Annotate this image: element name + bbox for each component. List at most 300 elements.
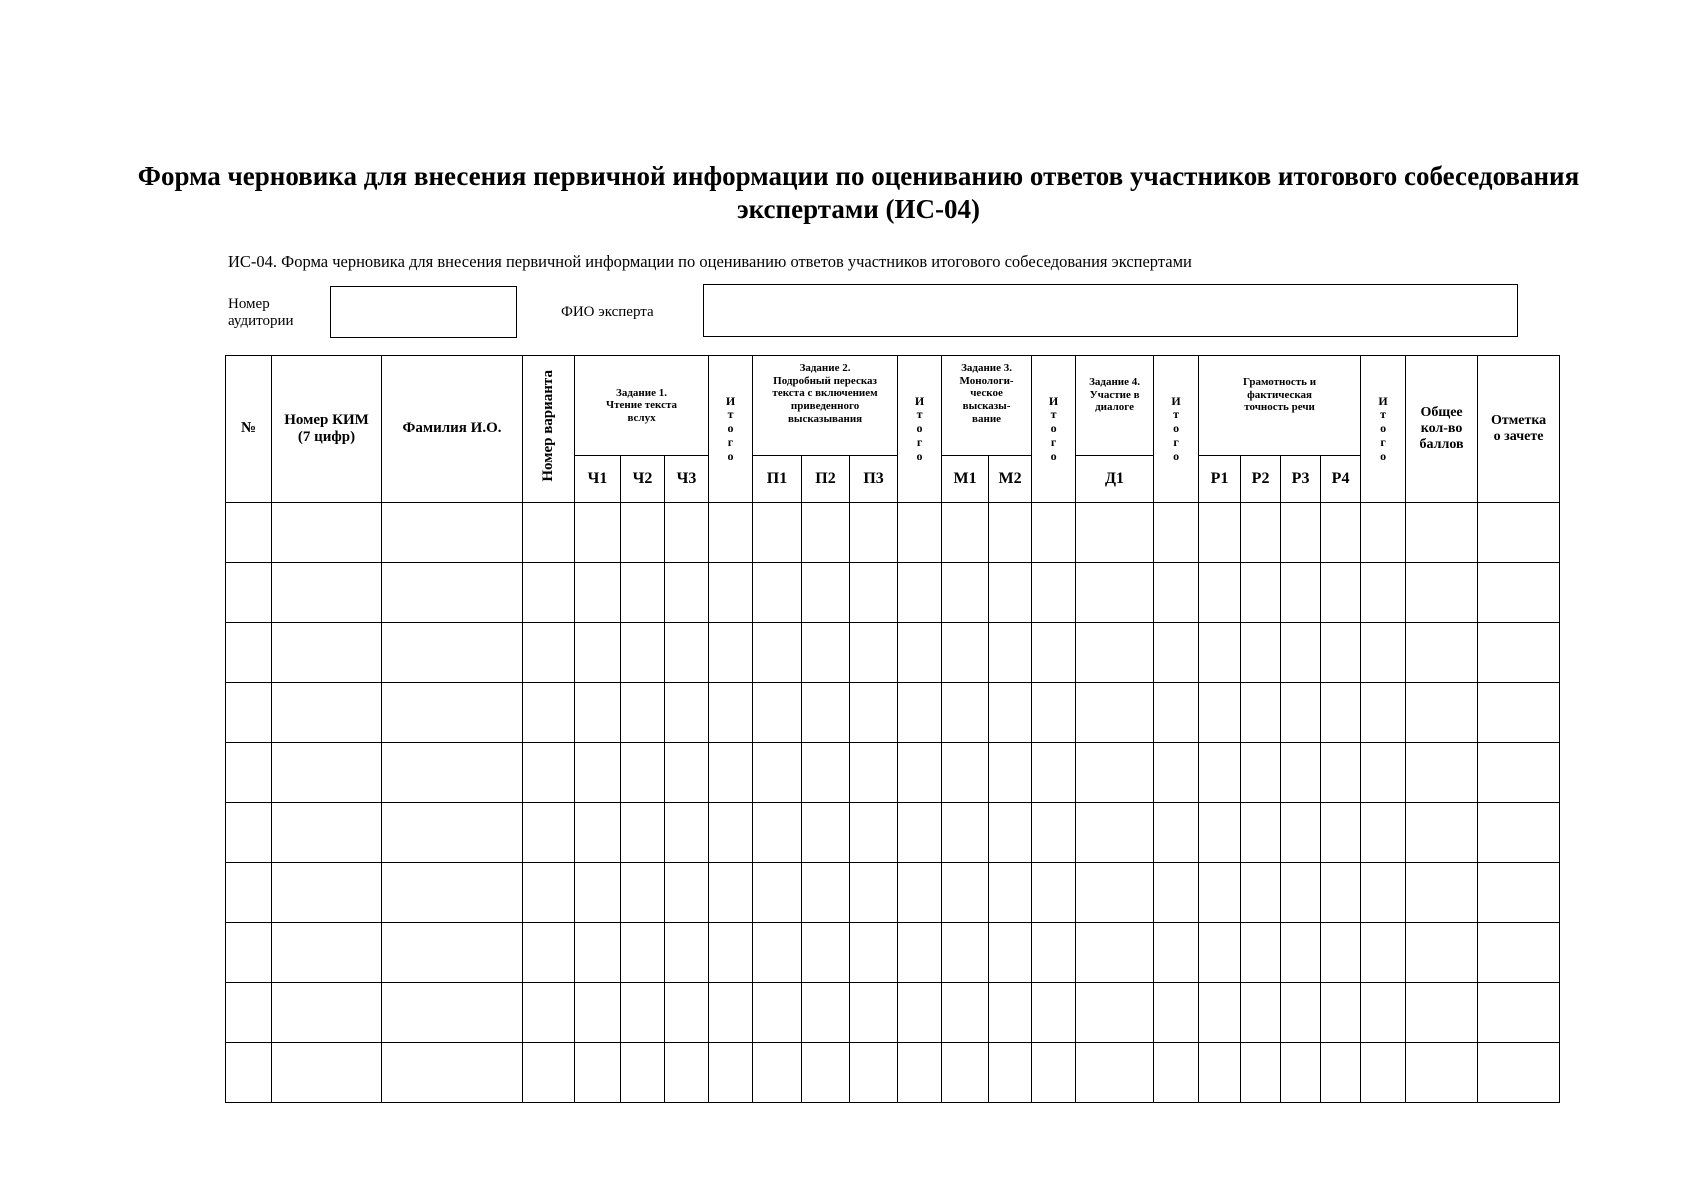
table-cell[interactable] [1361,563,1406,623]
table-cell[interactable] [1199,803,1241,863]
table-row [226,623,1560,683]
itogo-letter: т [916,407,923,422]
table-cell[interactable] [1361,863,1406,923]
table-cell[interactable] [850,503,898,563]
table-cell[interactable] [1281,1043,1321,1103]
table-cell[interactable] [621,683,665,743]
header-p2: П2 [802,456,850,503]
table-cell[interactable] [1154,683,1199,743]
table-row [226,503,1560,563]
table-cell[interactable] [523,683,575,743]
table-cell[interactable] [1478,803,1560,863]
table-cell[interactable] [802,623,850,683]
header-r2: Р2 [1241,456,1281,503]
header-task-4-line-3: диалоге [1095,401,1135,414]
table-cell[interactable] [1076,863,1154,923]
table-cell[interactable] [1281,563,1321,623]
table-cell[interactable] [1199,1043,1241,1103]
table-cell[interactable] [942,803,989,863]
table-cell[interactable] [382,923,523,983]
table-cell[interactable] [898,923,942,983]
table-cell[interactable] [898,863,942,923]
header-kim-line-2: (7 цифр) [297,429,356,445]
table-cell[interactable] [1478,623,1560,683]
table-cell[interactable] [1199,623,1241,683]
table-cell[interactable] [575,623,621,683]
table-cell[interactable] [1241,503,1281,563]
table-cell[interactable] [1281,983,1321,1043]
table-cell[interactable] [523,983,575,1043]
itogo-letter: о [916,421,923,436]
table-cell[interactable] [1281,923,1321,983]
table-cell[interactable] [989,743,1032,803]
table-cell[interactable] [1321,563,1361,623]
table-cell[interactable] [1076,623,1154,683]
table-cell[interactable] [226,863,272,923]
table-cell[interactable] [1406,623,1478,683]
table-cell[interactable] [1478,983,1560,1043]
table-cell[interactable] [1076,923,1154,983]
table-cell[interactable] [1154,743,1199,803]
table-cell[interactable] [382,503,523,563]
table-cell[interactable] [1032,1043,1076,1103]
header-task-1 [575,356,709,456]
table-cell[interactable] [1154,803,1199,863]
table-cell[interactable] [575,923,621,983]
table-cell[interactable] [1076,743,1154,803]
table-cell[interactable] [1199,923,1241,983]
table-cell[interactable] [709,923,753,983]
table-cell[interactable] [1241,983,1281,1043]
table-cell[interactable] [1406,983,1478,1043]
table-cell[interactable] [272,743,382,803]
itogo-letter: о [727,421,734,436]
table-cell[interactable] [1478,503,1560,563]
table-cell[interactable] [272,563,382,623]
table-cell[interactable] [1076,803,1154,863]
table-cell[interactable] [1321,683,1361,743]
table-cell[interactable] [802,683,850,743]
table-cell[interactable] [1154,563,1199,623]
table-cell[interactable] [575,983,621,1043]
table-cell[interactable] [523,563,575,623]
table-cell[interactable] [942,563,989,623]
table-cell[interactable] [665,1043,709,1103]
table-cell[interactable] [1406,863,1478,923]
header-kim-line-1: Номер КИМ [284,411,369,428]
table-cell[interactable] [1321,1043,1361,1103]
table-cell[interactable] [665,743,709,803]
table-cell[interactable] [1281,803,1321,863]
header-task-4-line-2: Участие в [1089,388,1140,401]
table-cell[interactable] [989,863,1032,923]
table-cell[interactable] [1478,743,1560,803]
table-cell[interactable] [850,623,898,683]
table-cell[interactable] [1406,683,1478,743]
table-cell[interactable] [272,1043,382,1103]
table-cell[interactable] [942,923,989,983]
table-cell[interactable] [1076,563,1154,623]
header-pass-mark [1478,356,1560,503]
table-row [226,983,1560,1043]
table-cell[interactable] [1281,683,1321,743]
table-cell[interactable] [226,743,272,803]
table-cell[interactable] [802,1043,850,1103]
table-cell[interactable] [989,623,1032,683]
table-cell[interactable] [709,683,753,743]
header-task-4-line-1: Задание 4. [1089,376,1141,388]
table-cell[interactable] [709,743,753,803]
table-cell[interactable] [1032,503,1076,563]
table-cell[interactable] [1406,743,1478,803]
table-cell[interactable] [1281,863,1321,923]
table-cell[interactable] [226,563,272,623]
itogo-letter: о [1050,421,1057,436]
table-cell[interactable] [1032,923,1076,983]
table-cell[interactable] [1154,983,1199,1043]
table-cell[interactable] [575,743,621,803]
table-cell[interactable] [802,743,850,803]
table-cell[interactable] [272,803,382,863]
table-cell[interactable] [1478,563,1560,623]
header-literacy [1199,356,1361,456]
table-cell[interactable] [226,1043,272,1103]
header-task-1-line-2: Чтение текста [606,399,677,412]
header-ch3: Ч3 [665,456,709,503]
table-cell[interactable] [989,1043,1032,1103]
table-cell[interactable] [989,503,1032,563]
header-task-2-line-4: приведенного [790,399,860,412]
table-cell[interactable] [621,803,665,863]
header-r3: Р3 [1281,456,1321,503]
expert-name-field[interactable] [703,284,1518,337]
table-cell[interactable] [1032,863,1076,923]
table-cell[interactable] [850,743,898,803]
table-cell[interactable] [850,803,898,863]
table-cell[interactable] [942,863,989,923]
table-row [226,863,1560,923]
header-task-2 [753,356,898,456]
table-row [226,1043,1560,1103]
table-cell[interactable] [1321,803,1361,863]
table-cell[interactable] [1032,683,1076,743]
table-cell[interactable] [1241,563,1281,623]
table-cell[interactable] [1361,503,1406,563]
table-cell[interactable] [802,863,850,923]
table-cell[interactable] [575,683,621,743]
table-cell[interactable] [1199,503,1241,563]
table-cell[interactable] [709,563,753,623]
table-cell[interactable] [1478,1043,1560,1103]
room-number-label-line-1: Номер [228,296,270,312]
table-cell[interactable] [226,983,272,1043]
table-cell[interactable] [802,923,850,983]
table-cell[interactable] [523,863,575,923]
table-cell[interactable] [1154,1043,1199,1103]
table-cell[interactable] [272,983,382,1043]
table-cell[interactable] [272,683,382,743]
table-cell[interactable] [1032,983,1076,1043]
table-cell[interactable] [1199,683,1241,743]
table-cell[interactable] [1241,923,1281,983]
table-cell[interactable] [272,923,382,983]
table-cell[interactable] [1076,1043,1154,1103]
table-cell[interactable] [665,863,709,923]
itogo-letter: о [727,448,734,463]
table-cell[interactable] [802,563,850,623]
header-variant-text: Номер варианта [539,370,556,483]
table-cell[interactable] [1241,803,1281,863]
table-cell[interactable] [1321,503,1361,563]
table-cell[interactable] [753,683,802,743]
page-title [60,160,1657,226]
header-task-3-line-2: Монологи- [959,374,1014,387]
table-cell[interactable] [709,503,753,563]
header-r1: Р1 [1199,456,1241,503]
table-cell[interactable] [665,803,709,863]
table-cell[interactable] [1281,623,1321,683]
table-cell[interactable] [850,923,898,983]
table-cell[interactable] [1154,623,1199,683]
table-cell[interactable] [272,503,382,563]
table-cell[interactable] [1241,623,1281,683]
header-task-4 [1076,356,1154,456]
table-cell[interactable] [621,983,665,1043]
room-number-label-line-2: аудитории [228,313,294,329]
table-cell[interactable] [709,863,753,923]
table-cell[interactable] [1241,1043,1281,1103]
header-total-points [1406,356,1478,503]
table-cell[interactable] [1032,743,1076,803]
table-cell[interactable] [382,1043,523,1103]
table-cell[interactable] [382,623,523,683]
table-cell[interactable] [989,683,1032,743]
table-cell[interactable] [575,1043,621,1103]
table-cell[interactable] [1478,683,1560,743]
table-cell[interactable] [382,863,523,923]
table-cell[interactable] [942,743,989,803]
table-cell[interactable] [382,803,523,863]
table-cell[interactable] [802,983,850,1043]
table-cell[interactable] [753,743,802,803]
table-cell[interactable] [665,623,709,683]
table-cell[interactable] [850,1043,898,1103]
table-cell[interactable] [523,743,575,803]
table-cell[interactable] [1321,623,1361,683]
table-cell[interactable] [942,623,989,683]
table-cell[interactable] [226,803,272,863]
itogo-letter: И [725,393,736,408]
table-cell[interactable] [382,683,523,743]
table-cell[interactable] [1406,503,1478,563]
table-cell[interactable] [665,563,709,623]
table-cell[interactable] [1154,863,1199,923]
table-cell[interactable] [1361,923,1406,983]
table-cell[interactable] [709,1043,753,1103]
table-cell[interactable] [850,863,898,923]
table-cell[interactable] [1032,623,1076,683]
table-cell[interactable] [621,503,665,563]
table-cell[interactable] [1281,743,1321,803]
header-kim [272,356,382,503]
header-total-points-line-2: кол-во [1420,420,1463,436]
itogo-letter: г [1173,434,1179,449]
table-cell[interactable] [1361,803,1406,863]
table-cell[interactable] [1406,1043,1478,1103]
table-cell[interactable] [802,803,850,863]
table-cell[interactable] [226,683,272,743]
header-total-task-2 [898,356,942,503]
table-cell[interactable] [942,503,989,563]
table-cell[interactable] [753,1043,802,1103]
table-cell[interactable] [1361,1043,1406,1103]
table-cell[interactable] [226,503,272,563]
table-cell[interactable] [621,923,665,983]
table-cell[interactable] [621,743,665,803]
table-cell[interactable] [1361,623,1406,683]
table-cell[interactable] [1406,923,1478,983]
header-task-3-line-5: вание [972,412,1002,425]
table-cell[interactable] [272,863,382,923]
header-p1: П1 [753,456,802,503]
table-cell[interactable] [753,803,802,863]
table-cell[interactable] [226,923,272,983]
page-title-line-1: Форма черновика для внесения первичной информации по оцениванию ответов участников итогового собеседования [137,161,1580,191]
table-cell[interactable] [898,563,942,623]
table-cell[interactable] [709,623,753,683]
table-cell[interactable] [942,983,989,1043]
itogo-letter: И [914,393,925,408]
table-cell[interactable] [989,983,1032,1043]
table-cell[interactable] [1076,683,1154,743]
table-cell[interactable] [898,1043,942,1103]
table-cell[interactable] [575,503,621,563]
table-cell[interactable] [1406,803,1478,863]
table-cell[interactable] [898,503,942,563]
table-cell[interactable] [709,803,753,863]
table-cell[interactable] [1321,863,1361,923]
table-cell[interactable] [898,803,942,863]
table-cell[interactable] [523,1043,575,1103]
table-cell[interactable] [382,743,523,803]
table-cell[interactable] [382,983,523,1043]
header-ch2: Ч2 [621,456,665,503]
table-cell[interactable] [665,923,709,983]
table-cell[interactable] [1076,983,1154,1043]
table-cell[interactable] [1154,923,1199,983]
table-cell[interactable] [753,983,802,1043]
itogo-letter: о [1380,448,1387,463]
table-cell[interactable] [753,863,802,923]
table-cell[interactable] [1361,683,1406,743]
table-cell[interactable] [989,563,1032,623]
table-cell[interactable] [1241,683,1281,743]
table-cell[interactable] [621,623,665,683]
table-row [226,803,1560,863]
table-cell[interactable] [1478,863,1560,923]
table-cell[interactable] [523,623,575,683]
table-cell[interactable] [942,1043,989,1103]
table-cell[interactable] [709,983,753,1043]
table-cell[interactable] [753,503,802,563]
table-cell[interactable] [850,983,898,1043]
table-cell[interactable] [1361,743,1406,803]
page-title-line-2: экспертами (ИС-04) [737,194,980,224]
table-cell[interactable] [1406,563,1478,623]
table-cell[interactable] [753,923,802,983]
table-cell[interactable] [1361,983,1406,1043]
table-cell[interactable] [850,563,898,623]
table-cell[interactable] [1154,503,1199,563]
table-cell[interactable] [1321,923,1361,983]
itogo-letter: И [1378,393,1388,408]
table-cell[interactable] [621,863,665,923]
table-cell[interactable] [665,503,709,563]
table-cell[interactable] [898,683,942,743]
table-cell[interactable] [1241,743,1281,803]
table-cell[interactable] [1032,803,1076,863]
room-number-label [228,296,294,330]
table-cell[interactable] [1199,983,1241,1043]
table-cell[interactable] [1281,503,1321,563]
itogo-letter: о [1050,448,1057,463]
header-d1: Д1 [1076,456,1154,503]
table-cell[interactable] [989,923,1032,983]
table-cell[interactable] [1199,563,1241,623]
table-cell[interactable] [575,563,621,623]
table-cell[interactable] [575,803,621,863]
header-r4: Р4 [1321,456,1361,503]
table-cell[interactable] [1321,743,1361,803]
table-cell[interactable] [665,683,709,743]
table-cell[interactable] [898,743,942,803]
table-cell[interactable] [665,983,709,1043]
table-cell[interactable] [523,503,575,563]
table-cell[interactable] [621,563,665,623]
header-task-3 [942,356,1032,456]
table-cell[interactable] [1478,923,1560,983]
table-cell[interactable] [1076,503,1154,563]
table-cell[interactable] [226,623,272,683]
table-row [226,743,1560,803]
table-cell[interactable] [1199,863,1241,923]
table-row [226,923,1560,983]
table-cell[interactable] [850,683,898,743]
table-cell[interactable] [1032,563,1076,623]
table-cell[interactable] [575,863,621,923]
room-number-field[interactable] [330,286,517,338]
table-cell[interactable] [802,503,850,563]
table-cell[interactable] [382,563,523,623]
table-cell[interactable] [989,803,1032,863]
table-cell[interactable] [753,623,802,683]
header-student-name: Фамилия И.О. [382,356,523,503]
header-literacy-line-2: фактическая [1247,388,1313,401]
table-cell[interactable] [523,803,575,863]
table-cell[interactable] [1321,983,1361,1043]
table-cell[interactable] [898,623,942,683]
table-cell[interactable] [942,683,989,743]
table-cell[interactable] [272,623,382,683]
table-cell[interactable] [898,983,942,1043]
header-total-literacy [1361,356,1406,503]
table-cell[interactable] [1199,743,1241,803]
table-cell[interactable] [523,923,575,983]
table-cell[interactable] [1241,863,1281,923]
header-ch1: Ч1 [575,456,621,503]
table-cell[interactable] [753,563,802,623]
table-cell[interactable] [621,1043,665,1103]
